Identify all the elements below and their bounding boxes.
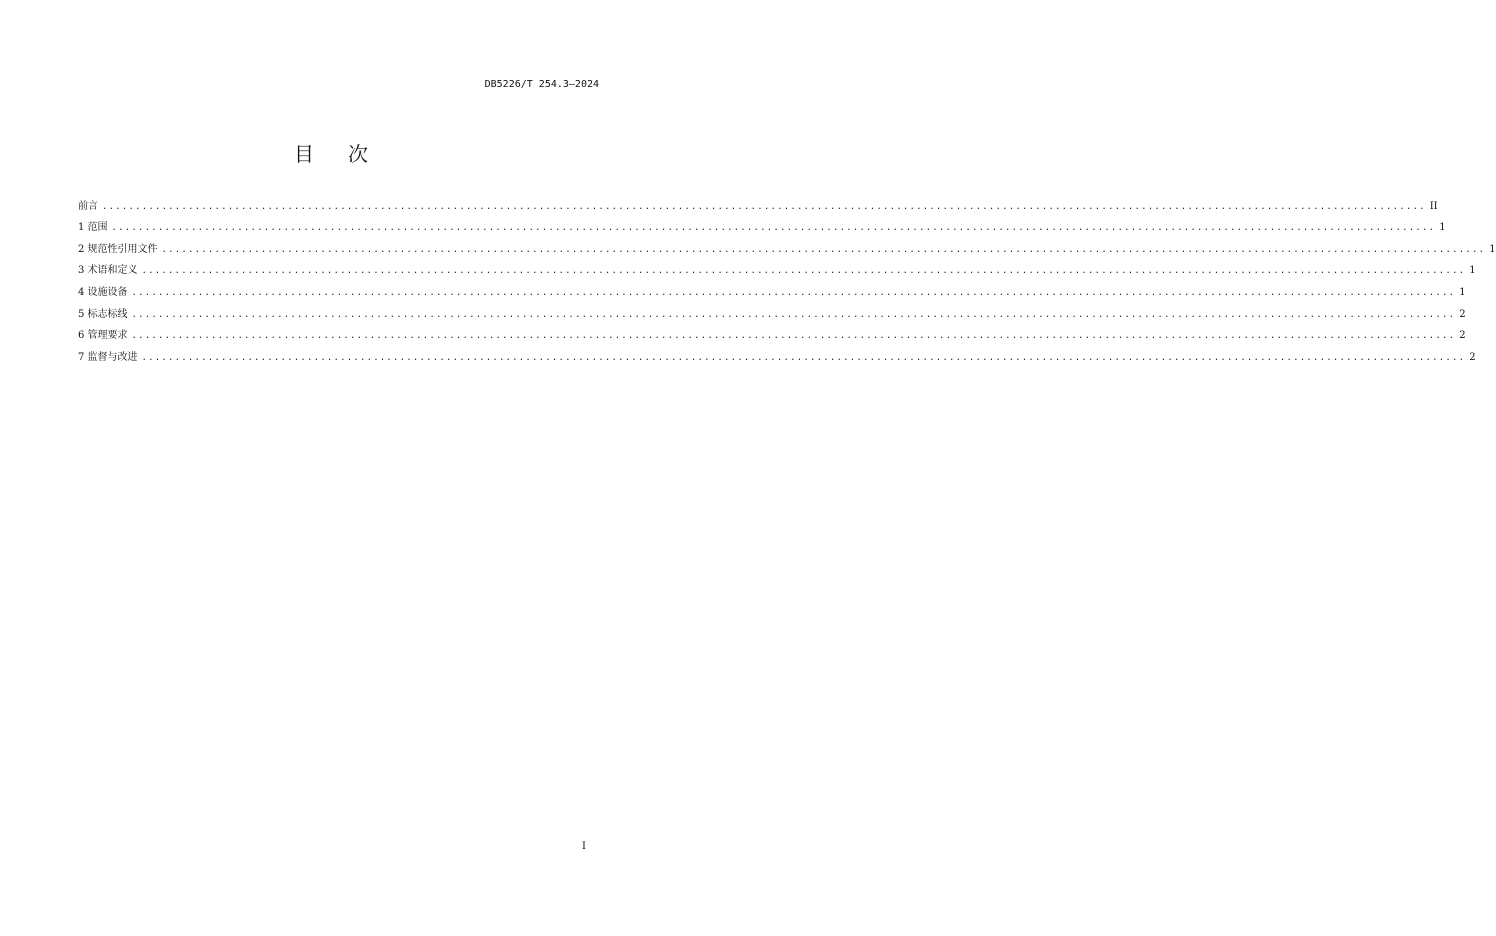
- toc-entry-scope[interactable]: [78, 214, 1446, 236]
- toc-entry-number: 5: [78, 308, 88, 320]
- toc-title: 目次: [294, 142, 402, 166]
- toc-entry-number: 2: [78, 243, 88, 255]
- standard-code: DB5226/T 254.3—2024: [484, 79, 599, 90]
- toc-entry-number: 3: [78, 265, 88, 277]
- table-of-contents: [78, 192, 1496, 365]
- toc-entry-page: II: [1429, 200, 1438, 212]
- toc-leader-dots: ........................................................................................................................................................................................................: [141, 352, 1466, 363]
- toc-entry-label: 管理要求: [87, 330, 128, 342]
- toc-entry-number: 1: [78, 222, 88, 234]
- toc-leader-dots: ........................................................................................................................................................................................................: [131, 287, 1456, 298]
- toc-entry-label: 术语和定义: [87, 265, 138, 277]
- toc-entry-normative-references[interactable]: [78, 235, 1496, 257]
- toc-entry-supervision-improvement[interactable]: [78, 343, 1476, 365]
- toc-entry-page: 1: [1469, 265, 1476, 277]
- toc-leader-dots: ........................................................................................................................................................................................................: [102, 201, 1426, 212]
- toc-entry-label: 标志标线: [87, 308, 128, 320]
- toc-leader-dots: ........................................................................................................................................................................................................: [131, 309, 1456, 320]
- toc-entry-signs-markings[interactable]: [78, 300, 1466, 322]
- toc-entry-page: 2: [1469, 351, 1476, 363]
- toc-entry-label: 前言: [78, 200, 98, 212]
- toc-entry-label: 设施设备: [87, 286, 128, 298]
- toc-leader-dots: ........................................................................................................................................................................................................: [161, 244, 1486, 255]
- toc-entry-page: 2: [1459, 330, 1466, 342]
- toc-entry-foreword[interactable]: [78, 192, 1438, 214]
- toc-leader-dots: ........................................................................................................................................................................................................: [111, 223, 1436, 234]
- toc-entry-label: 范围: [87, 222, 108, 234]
- toc-entry-page: 2: [1459, 308, 1466, 320]
- toc-entry-facilities-equipment[interactable]: [78, 278, 1466, 300]
- toc-entry-terms-definitions[interactable]: [78, 257, 1476, 279]
- page-number: I: [582, 841, 586, 852]
- toc-entry-page: 1: [1459, 286, 1466, 298]
- toc-entry-page: 1: [1489, 243, 1496, 255]
- toc-entry-management-requirements[interactable]: [78, 322, 1466, 344]
- toc-entry-page: 1: [1439, 222, 1446, 234]
- toc-entry-label: 监督与改进: [87, 351, 138, 363]
- toc-entry-number: 6: [78, 330, 88, 342]
- toc-entry-number: 7: [78, 351, 88, 363]
- toc-leader-dots: ........................................................................................................................................................................................................: [141, 266, 1466, 277]
- toc-entry-label: 规范性引用文件: [87, 243, 158, 255]
- toc-entry-number: 4: [78, 286, 88, 298]
- toc-leader-dots: ........................................................................................................................................................................................................: [131, 331, 1456, 342]
